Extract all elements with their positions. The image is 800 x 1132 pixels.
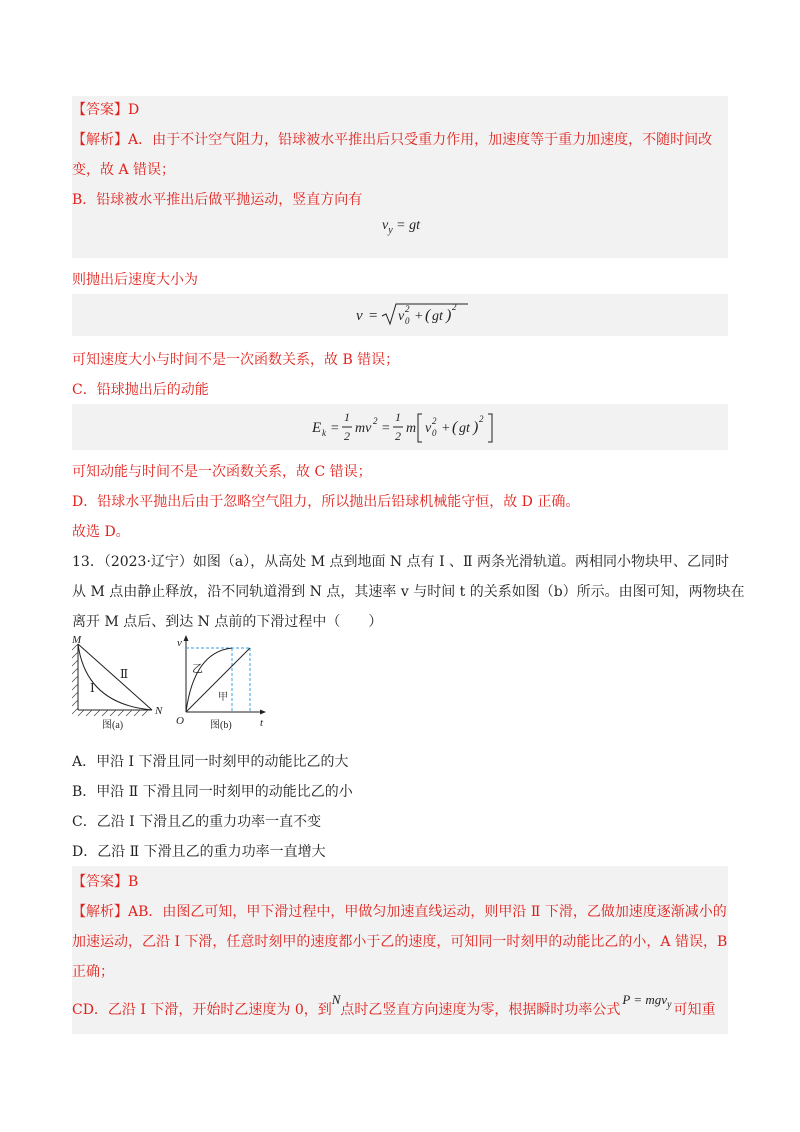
answer-value: D: [128, 102, 140, 118]
caption-a: 图(a): [102, 720, 124, 731]
svg-text:(: (: [452, 419, 458, 436]
q13-analysis-line-2: 加速运动，乙沿 Ⅰ 下滑，任意时刻甲的速度都小于乙的速度，可知同一时刻甲的动能比乙的小，A 错误，B: [72, 934, 728, 950]
ek-formula-svg: [312, 406, 498, 448]
answer-label: 【答案】: [72, 102, 128, 118]
svg-text:v: v: [398, 309, 405, 324]
formula-ek: [312, 406, 498, 453]
svg-text:v: v: [425, 421, 432, 436]
svg-text:): ): [473, 419, 479, 436]
label-o: O: [176, 715, 184, 727]
analysis-line-2: 变，故 A 错误；: [72, 162, 176, 178]
analysis-line-4: 则抛出后速度大小为: [72, 272, 198, 288]
svg-text:E: E: [312, 420, 322, 436]
figure-b: [174, 634, 270, 732]
answer-value: B: [128, 874, 139, 890]
svg-text:1: 1: [395, 410, 401, 424]
svg-text:gt: gt: [432, 309, 443, 324]
option-a: A．甲沿 Ⅰ 下滑且同一时刻甲的动能比乙的大: [72, 754, 349, 770]
answer-line-q12: [72, 100, 139, 120]
question-13-stem-1: 13．（2023·辽宁）如图（a），从高处 M 点到地面 N 点有 Ⅰ 、Ⅱ 两条光滑轨道。两相同小物块甲、乙同时: [72, 554, 730, 570]
analysis-line-9: 故选 D。: [72, 524, 130, 540]
option-d: D．乙沿 Ⅱ 下滑且乙的重力功率一直增大: [72, 844, 326, 860]
svg-text:m: m: [406, 421, 417, 436]
svg-text:): ): [446, 307, 452, 324]
analysis-line-1: 【解析】A．由于不计空气阻力，铅球被水平推出后只受重力作用，加速度等于重力加速度，不随时间改: [72, 132, 713, 148]
svg-text:2: 2: [405, 304, 410, 314]
q13-analysis-line-4: CD．乙沿 Ⅰ 下滑，开始时乙速度为 0，到N点时乙竖直方向速度为零，根据瞬时功率公式P = mgv$_y$ 可知重: [72, 992, 716, 1018]
label-n: N: [155, 705, 163, 717]
svg-text:k: k: [322, 428, 326, 438]
svg-text:mv: mv: [355, 421, 372, 436]
svg-text:+: +: [414, 309, 424, 324]
q13-analysis-line-1: 【解析】AB．由图乙可知，甲下滑过程中，甲做匀加速直线运动，则甲沿 Ⅱ 下滑，乙做加速度逐渐减小的: [72, 904, 727, 920]
analysis-line-6: C．铅球抛出后的动能: [72, 382, 209, 398]
svg-text:0: 0: [432, 428, 437, 438]
svg-text:=: =: [381, 421, 391, 436]
question-13-stem-3: 离开 M 点后、到达 N 点前的下滑过程中（ ）: [72, 614, 383, 630]
figure-a: [70, 634, 170, 732]
analysis-line-8: D．铅球水平抛出后由于忽略空气阻力，所以抛出后铅球机械能守恒，故 D 正确。: [72, 494, 580, 510]
inline-power-formula: P = mgv$_y$: [622, 992, 672, 1011]
svg-text:=: =: [330, 421, 340, 436]
svg-text:=: =: [368, 308, 379, 324]
svg-text:2: 2: [373, 416, 378, 426]
svg-text:+: +: [441, 421, 451, 436]
label-v: v: [177, 637, 182, 649]
label-m: M: [72, 634, 82, 646]
answer-line-q13: [72, 872, 138, 892]
svg-text:v: v: [356, 308, 363, 324]
option-b: B．甲沿 Ⅱ 下滑且同一时刻甲的动能比乙的小: [72, 784, 353, 800]
svg-text:gt: gt: [459, 421, 470, 436]
label-yi: 乙: [192, 663, 203, 675]
svg-text:2: 2: [344, 429, 350, 443]
svg-text:2: 2: [395, 429, 401, 443]
analysis-line-7: 可知动能与时间不是一次函数关系，故 C 错误；: [72, 464, 372, 480]
svg-text:2: 2: [479, 414, 484, 424]
analysis-line-5: 可知速度大小与时间不是一次函数关系，故 B 错误；: [72, 352, 400, 368]
question-13-stem-2: 从 M 点由静止释放，沿不同轨道滑到 N 点，其速率 v 与时间 t 的关系如图（b）所示。由图可知，两物块在: [72, 584, 745, 600]
option-c: C．乙沿 Ⅰ 下滑且乙的重力功率一直不变: [72, 814, 322, 830]
svg-text:1: 1: [344, 410, 350, 424]
svg-text:2: 2: [452, 302, 457, 312]
answer-label: 【答案】: [72, 874, 128, 890]
label-track-ii: Ⅱ: [120, 667, 129, 681]
analysis-line-3: B．铅球被水平推出后做平抛运动，竖直方向有: [72, 192, 363, 208]
svg-text:(: (: [425, 307, 431, 324]
formula-vy: $v_y$ = gt: [382, 218, 421, 236]
inline-n: N: [331, 992, 341, 1007]
q13-analysis-line-3: 正确；: [72, 964, 114, 980]
svg-text:0: 0: [405, 316, 410, 326]
caption-b: 图(b): [210, 720, 232, 731]
sqrt-formula-svg: [356, 300, 486, 330]
analysis-label: 【解析】: [72, 132, 128, 148]
analysis-label: 【解析】: [72, 904, 128, 920]
label-jia: 甲: [218, 692, 228, 703]
svg-text:2: 2: [432, 416, 437, 426]
formula-v: [356, 300, 486, 335]
label-t: t: [260, 717, 264, 729]
label-track-i: Ⅰ: [90, 681, 95, 695]
